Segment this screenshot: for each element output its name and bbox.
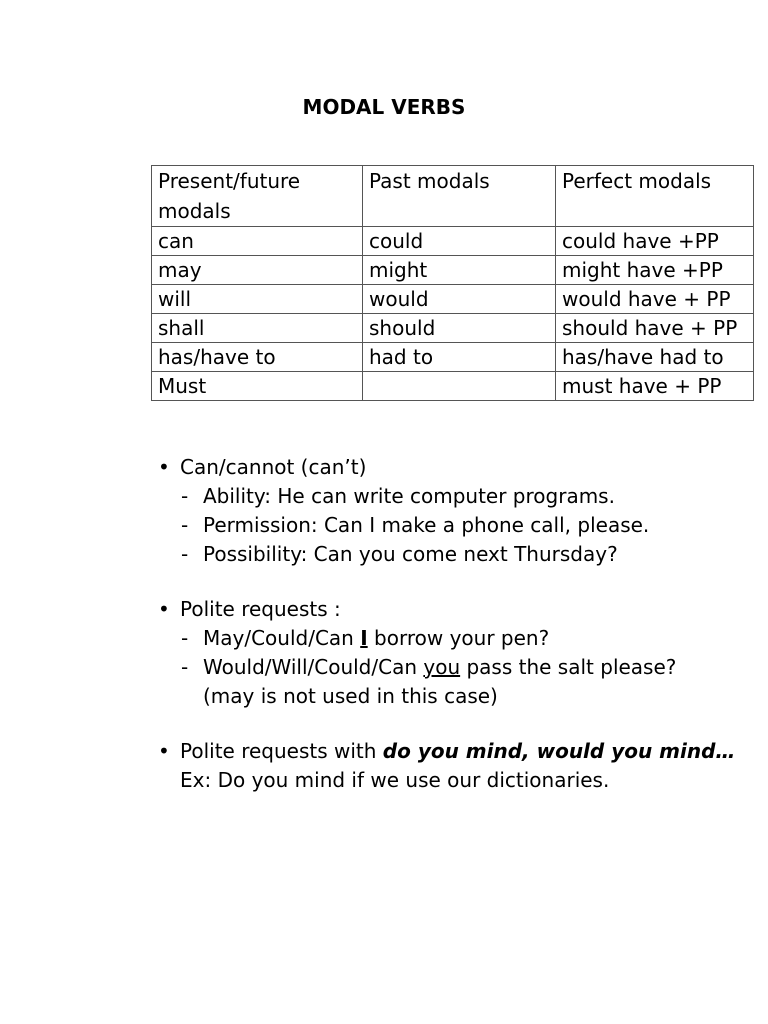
table-row [152,227,754,256]
table-row [152,343,754,372]
dash-icon: - [181,655,189,679]
bullet-icon: • [158,597,170,621]
table-row [152,256,754,285]
sub-item-text: Permission: Can I make a phone call, please. [203,513,650,537]
emphasis-i: I [360,626,368,650]
dash-icon: - [181,484,189,508]
table-cell [363,372,556,401]
bullet-icon: • [158,455,170,479]
table-cell: would have + PP [556,285,754,314]
table-cell: has/have had to [556,343,754,372]
list-item-polite-requests [160,595,750,624]
bullet-text: Can/cannot (can’t) [180,455,367,479]
table-cell: must have + PP [556,372,754,401]
table-row [152,285,754,314]
sub-item-ability [160,482,750,511]
bullet-icon: • [158,739,170,763]
emphasis-you: you [423,655,461,679]
sub-item-borrow-pen [160,624,750,653]
table-cell: might have +PP [556,256,754,285]
header-cell: Perfect modals [556,166,754,227]
sub-item-permission [160,511,750,540]
table-cell: will [152,285,363,314]
sub-item-pass-salt [160,653,750,682]
table-cell: would [363,285,556,314]
dash-icon: - [181,626,189,650]
dash-icon: - [181,513,189,537]
notes-section [160,453,750,795]
sub-item-text: Ability: He can write computer programs. [203,484,615,508]
table-cell: should [363,314,556,343]
table-row [152,372,754,401]
table-cell: can [152,227,363,256]
table-cell: Must [152,372,363,401]
header-cell: Present/future modals [152,166,363,227]
table-cell: could [363,227,556,256]
sub-item-text: borrow your pen? [367,626,550,650]
example-text: Ex: Do you mind if we use our dictionaries. [180,768,610,792]
sub-item-text: Possibility: Can you come next Thursday? [203,542,618,566]
emphasis-do-you-mind: do you mind, would you mind… [382,739,736,763]
list-item-can-cannot [160,453,750,482]
list-item-do-you-mind [160,737,750,766]
table-cell: might [363,256,556,285]
page-title: MODAL VERBS [302,95,466,119]
sub-item-text: pass the salt please? [460,655,677,679]
table-row [152,314,754,343]
table-cell: shall [152,314,363,343]
table-header-row [152,166,754,227]
dash-icon: - [181,542,189,566]
table-cell: should have + PP [556,314,754,343]
sub-item-possibility [160,540,750,569]
modal-verbs-table [151,165,754,401]
table-cell: could have +PP [556,227,754,256]
bullet-text: Polite requests : [180,597,341,621]
sub-item-text: May/Could/Can [203,626,361,650]
header-cell: Past modals [363,166,556,227]
bullet-text: Polite requests with [180,739,383,763]
table-cell: has/have to [152,343,363,372]
table-cell: had to [363,343,556,372]
note-text: (may is not used in this case) [203,684,498,708]
table-cell: may [152,256,363,285]
sub-item-text: Would/Will/Could/Can [203,655,424,679]
